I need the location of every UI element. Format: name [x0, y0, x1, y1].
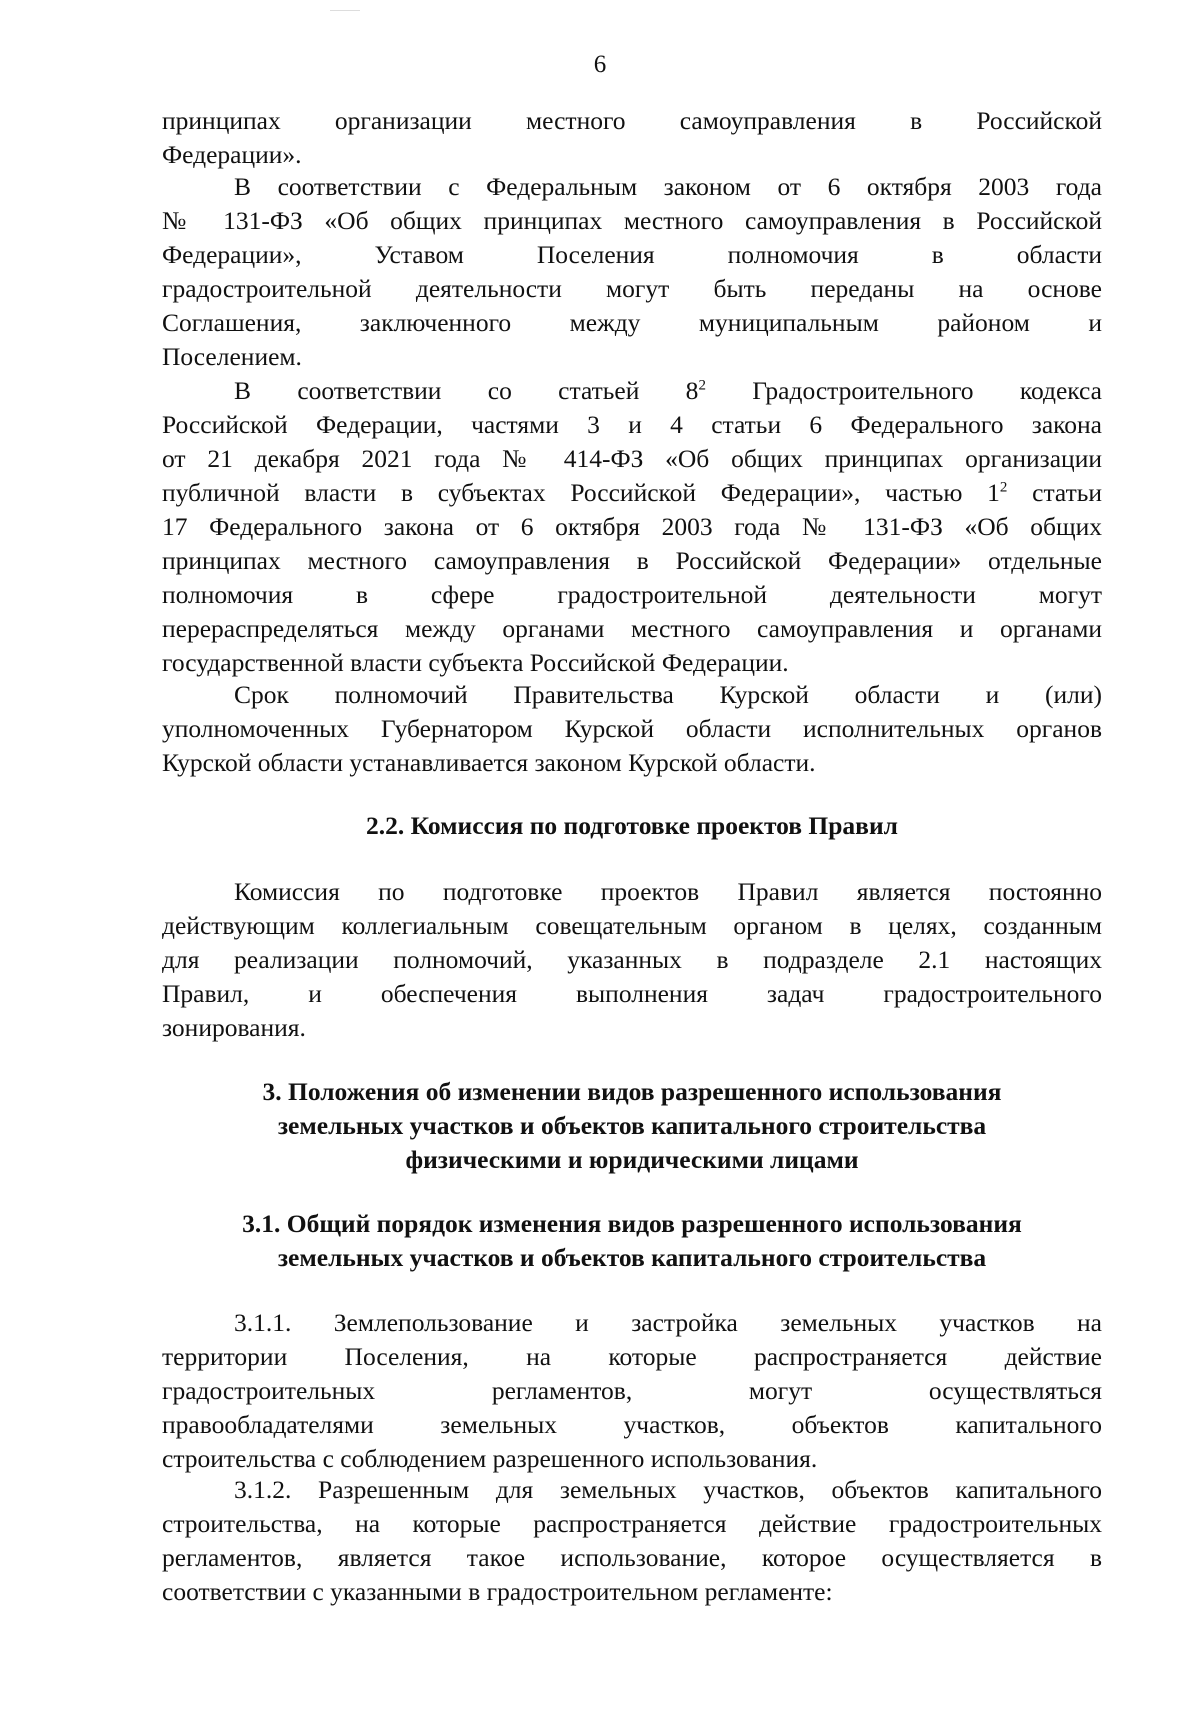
heading-line: физическими и юридическими лицами: [405, 1145, 859, 1174]
text-line: перераспределяться между органами местного самоуправления и органами: [162, 614, 1102, 643]
text-line: регламентов, является такое использование, которое осуществляется в: [162, 1543, 1102, 1572]
paragraph-delegation: [162, 170, 1102, 374]
text-line: В соответствии с Федеральным законом от 6 октября 2003 года: [234, 172, 1102, 201]
text-line: Курской области устанавливается законом Курской области.: [162, 748, 816, 777]
heading-line: земельных участков и объектов капитального строительства: [277, 1111, 987, 1140]
text-line: градостроительной деятельности могут быть переданы на основе: [162, 274, 1102, 303]
text-line: строительства, на которые распространяется действие градостроительных: [162, 1509, 1102, 1538]
text-line-with-superscript: [162, 476, 1102, 510]
text-fragment: Градостроительного кодекса: [705, 376, 1102, 405]
text-line: зонирования.: [162, 1013, 306, 1042]
superscript: 2: [999, 479, 1008, 496]
paragraph-term: [162, 678, 1102, 780]
heading-line: земельных участков и объектов капитального строительства: [277, 1243, 987, 1272]
scan-artifact: [330, 10, 360, 11]
text-line: правообладателями земельных участков, объектов капитального: [162, 1410, 1102, 1439]
superscript: 2: [698, 377, 706, 394]
text-line: территории Поселения, на которые распространяется действие: [162, 1342, 1102, 1371]
text-line: Комиссия по подготовке проектов Правил является постоянно: [234, 877, 1102, 906]
paragraph-3-1-2: [162, 1473, 1102, 1609]
text-line: Соглашения, заключенного между муниципальным районом и: [162, 308, 1102, 337]
text-line: действующим коллегиальным совещательным органом в целях, созданным: [162, 911, 1102, 940]
page-number: 6: [593, 51, 607, 78]
text-fragment: В соответствии со статьей 8: [234, 376, 699, 405]
paragraph-lead: [162, 104, 1102, 172]
text-line: 3.1.1. Землепользование и застройка земельных участков на: [234, 1308, 1102, 1337]
section-heading-3: [162, 1075, 1102, 1177]
text-line: Срок полномочий Правительства Курской области и (или): [234, 680, 1102, 709]
text-line: от 21 декабря 2021 года № 414-ФЗ «Об общих принципах организации: [162, 444, 1102, 473]
text-fragment: публичной власти в субъектах Российской Федерации», частью 1: [162, 478, 1000, 507]
text-line: Федерации», Уставом Поселения полномочия в области: [162, 240, 1102, 269]
text-line: строительства с соблюдением разрешенного использования.: [162, 1444, 818, 1473]
text-line: Правил, и обеспечения выполнения задач градостроительного: [162, 979, 1102, 1008]
text-line: 3.1.2. Разрешенным для земельных участков, объектов капитального: [234, 1475, 1102, 1504]
text-line: принципах местного самоуправления в Российской Федерации» отдельные: [162, 546, 1102, 575]
paragraph-3-1-1: [162, 1306, 1102, 1476]
text-line: для реализации полномочий, указанных в подразделе 2.1 настоящих: [162, 945, 1102, 974]
text-line: уполномоченных Губернатором Курской области исполнительных органов: [162, 714, 1102, 743]
text-line: Российской Федерации, частями 3 и 4 статьи 6 Федерального закона: [162, 410, 1102, 439]
section-heading-3-1: [142, 1207, 1122, 1275]
text-line: № 131-ФЗ «Об общих принципах местного самоуправления в Российской: [162, 206, 1102, 235]
text-line: полномочия в сфере градостроительной деятельности могут: [162, 580, 1102, 609]
text-line: 17 Федерального закона от 6 октября 2003 года № 131-ФЗ «Об общих: [162, 512, 1102, 541]
text-line: Поселением.: [162, 342, 302, 371]
text-line: принципах организации местного самоуправления в Российской: [162, 106, 1102, 135]
paragraph-redistribution: [162, 374, 1102, 680]
text-line: градостроительных регламентов, могут осуществляться: [162, 1376, 1102, 1405]
text-line: Федерации».: [162, 140, 302, 169]
heading-line: 3. Положения об изменении видов разрешенного использования: [262, 1077, 1002, 1106]
text-line: государственной власти субъекта Российской Федерации.: [162, 648, 789, 677]
text-fragment: статьи: [1007, 478, 1102, 507]
paragraph-commission: [162, 875, 1102, 1045]
text-line-with-superscript: [162, 374, 1102, 408]
text-line: соответствии с указанными в градостроительном регламенте:: [162, 1577, 833, 1606]
section-heading-2-2: 2.2. Комиссия по подготовке проектов Правил: [366, 811, 898, 840]
heading-line: 3.1. Общий порядок изменения видов разрешенного использования: [242, 1209, 1022, 1238]
